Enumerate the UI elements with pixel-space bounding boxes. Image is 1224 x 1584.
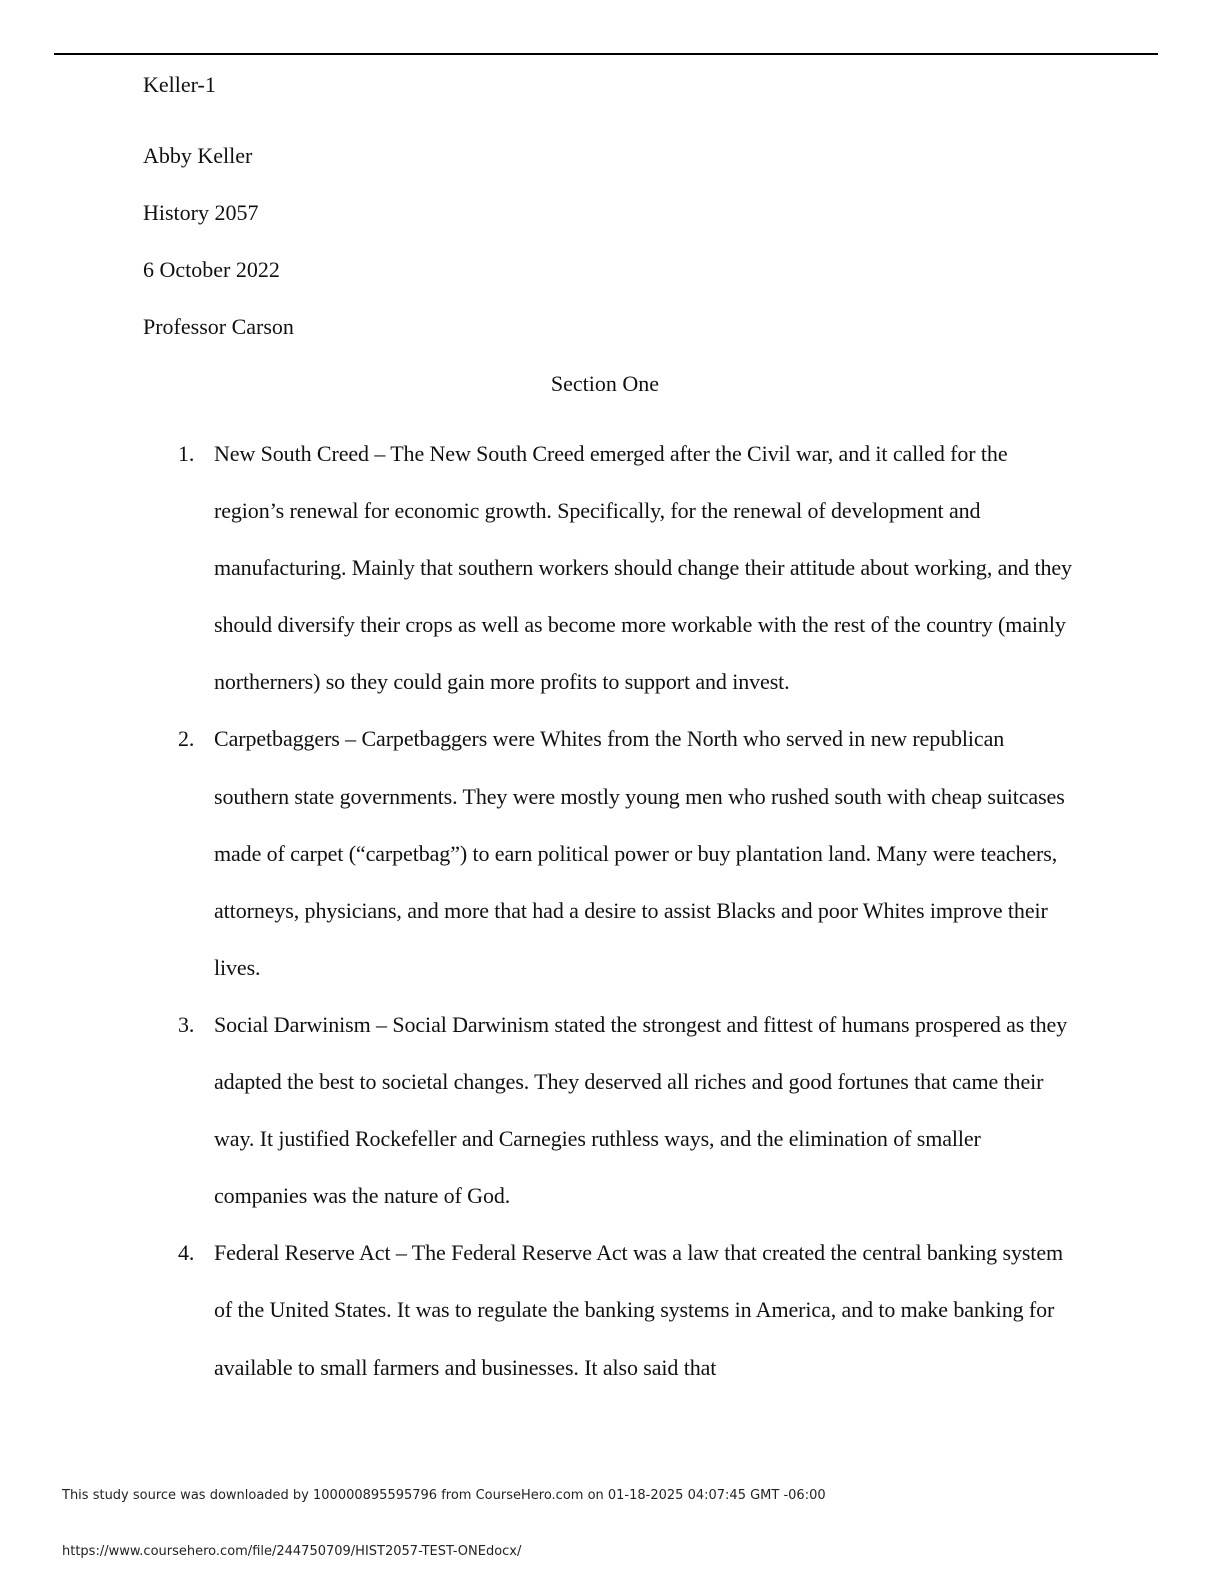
list-item-number: 2. — [178, 726, 195, 752]
term-list — [0, 425, 1224, 1396]
list-item-text: Social Darwinism – Social Darwinism stated the strongest and fittest of humans prospered as they adapted the best to societal changes. They deserved all riches and good fortunes that came their way. It justified Rockefeller and Carnegies ruthless ways, and the elimination of smaller companies was the nature of God. — [214, 1011, 1068, 1209]
list-item — [0, 425, 1074, 710]
list-item — [0, 710, 1074, 995]
top-rule — [54, 53, 1158, 55]
student-name: Abby Keller — [143, 143, 253, 168]
list-item-text: New South Creed – The New South Creed emerged after the Civil war, and it called for the region’s renewal for economic growth. Specifically, for the renewal of development and manufacturing. Mainly that southern workers should change their attitude about working, and they should diversify their crops as well as become more workable with the rest of the country (mainly northerners) so they could gain more profits to support and invest. — [214, 441, 1072, 695]
course-name: History 2057 — [143, 200, 259, 225]
list-item — [0, 996, 1074, 1224]
download-source-note: This study source was downloaded by 100000895595796 from CourseHero.com on 01-18-2025 04:07:45 GMT -06:00 — [62, 1488, 826, 1503]
list-item — [0, 1224, 1074, 1395]
source-url[interactable]: https://www.coursehero.com/file/244750709/HIST2057-TEST-ONEdocx/ — [62, 1544, 522, 1559]
list-item-text: Federal Reserve Act – The Federal Reserve Act was a law that created the central banking system of the United States. It was to regulate the banking systems in America, and to make banking for available to small farmers and businesses. It also said that — [214, 1240, 1063, 1380]
document-date: 6 October 2022 — [143, 257, 280, 282]
list-item-number: 4. — [178, 1240, 195, 1266]
list-item-number: 3. — [178, 1011, 195, 1037]
list-item-number: 1. — [178, 441, 195, 466]
list-item-text: Carpetbaggers – Carpetbaggers were Whites from the North who served in new republican southern state governments. They were mostly young men who rushed south with cheap suitcases made of carpet (“carpetbag”) to earn political power or buy plantation land. Many were teachers, attorneys, physicians, and more that had a desire to assist Blacks and poor Whites improve their lives. — [214, 726, 1065, 980]
instructor-name: Professor Carson — [143, 314, 294, 339]
section-title: Section One — [550, 371, 660, 396]
running-head: Keller-1 — [143, 72, 216, 97]
